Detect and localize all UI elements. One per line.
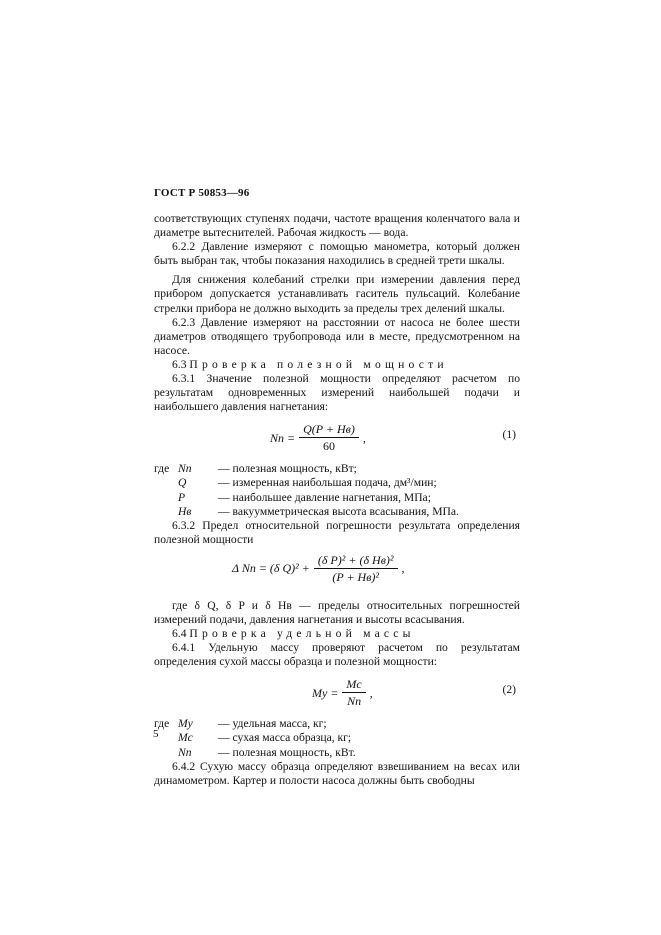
formula-lhs: Nп = [270, 430, 296, 445]
definition-row: Q — измеренная наибольшая подача, дм³/мин; [178, 476, 437, 490]
fraction-numerator: Q(P + Hв) [299, 422, 359, 438]
section-heading-6-4 [154, 627, 520, 641]
paragraph-6-2-2: 6.2.2 Давление измеряют с помощью манометра, который должен быть выбран так, чтобы показания находились в средней трети шкалы. [154, 240, 520, 268]
body-text [154, 212, 520, 788]
definition-row: Mс — сухая масса образца, кг; [178, 731, 352, 745]
formula-trail: , [362, 430, 366, 445]
definitions-list [154, 717, 520, 759]
section-heading-6-3 [154, 358, 520, 372]
standard-header: ГОСТ Р 50853—96 [154, 187, 250, 199]
formula-trail: , [401, 561, 405, 576]
section-number: 6.3 [172, 357, 187, 371]
paragraph-6-2-3: 6.2.3 Давление измеряют на расстоянии от насоса не более шести диаметров отводящего трубопровода или в месте, предусмотренном на насосе. [154, 315, 520, 357]
definition-row: где Mу — удельная масса, кг; [154, 717, 327, 731]
paragraph: где δ Q, δ P и δ Hв — пределы относительных погрешностей измерений подачи, давления нагнетания и высоты всасывания. [154, 598, 520, 626]
fraction [299, 422, 359, 453]
section-title: Проверка удельной массы [189, 627, 415, 641]
definition-row: Nп — полезная мощность, кВт. [178, 745, 356, 759]
equation-number: (1) [502, 428, 516, 442]
fraction-numerator: Mс [342, 677, 365, 693]
paragraph-6-3-2: 6.3.2 Предел относительной погрешности результата определения полезной мощности [154, 518, 520, 546]
paragraph: соответствующих ступенях подачи, частоте вращения коленчатого вала и диаметре вытеснителей. Рабочая жидкость — вода. [154, 212, 520, 240]
section-number: 6.4 [172, 627, 187, 641]
formula-1 [154, 420, 520, 458]
formula-trail: , [369, 685, 373, 700]
paragraph-6-3-1: 6.3.1 Значение полезной мощности определяют расчетом по результатам одновременных измерений наибольшей подачи и наибольшего давления нагнетания: [154, 372, 520, 414]
page-number: 5 [153, 728, 159, 740]
equation-number: (2) [502, 683, 516, 697]
paragraph: Для снижения колебаний стрелки при измерении давления перед прибором допускается устанавливать гаситель пульсаций. Колебание стрелки прибора не должно выходить за пределы трех делений шкалы. [154, 273, 520, 315]
paragraph-6-4-2: 6.4.2 Сухую массу образца определяют взвешиванием на весах или динамометром. Картер и полости насоса должны быть свободны [154, 759, 520, 787]
formula-error [154, 553, 520, 595]
formula-lhs: Mу = [312, 685, 339, 700]
fraction [314, 553, 398, 584]
fraction-denominator: Nп [347, 694, 362, 709]
fraction [342, 677, 365, 708]
fraction-numerator: (δ P)² + (δ Hв)² [314, 553, 398, 569]
paragraph-6-4-1: 6.4.1 Удельную массу проверяют расчетом по результатам определения сухой массы образца и полезной мощности: [154, 641, 520, 669]
formula-2 [154, 675, 520, 713]
section-title: Проверка полезной мощности [189, 357, 448, 371]
fraction-denominator: (P + Hв)² [332, 569, 380, 584]
definition-row: P — наибольшее давление нагнетания, МПа; [178, 490, 431, 504]
formula-lhs: Δ Nп = (δ Q)² + [232, 561, 310, 576]
definition-row: Hв — вакуумметрическая высота всасывания, МПа. [178, 504, 459, 518]
fraction-denominator: 60 [322, 439, 335, 454]
definition-row: где Nп — полезная мощность, кВт; [154, 462, 357, 476]
definitions-list [154, 462, 520, 518]
